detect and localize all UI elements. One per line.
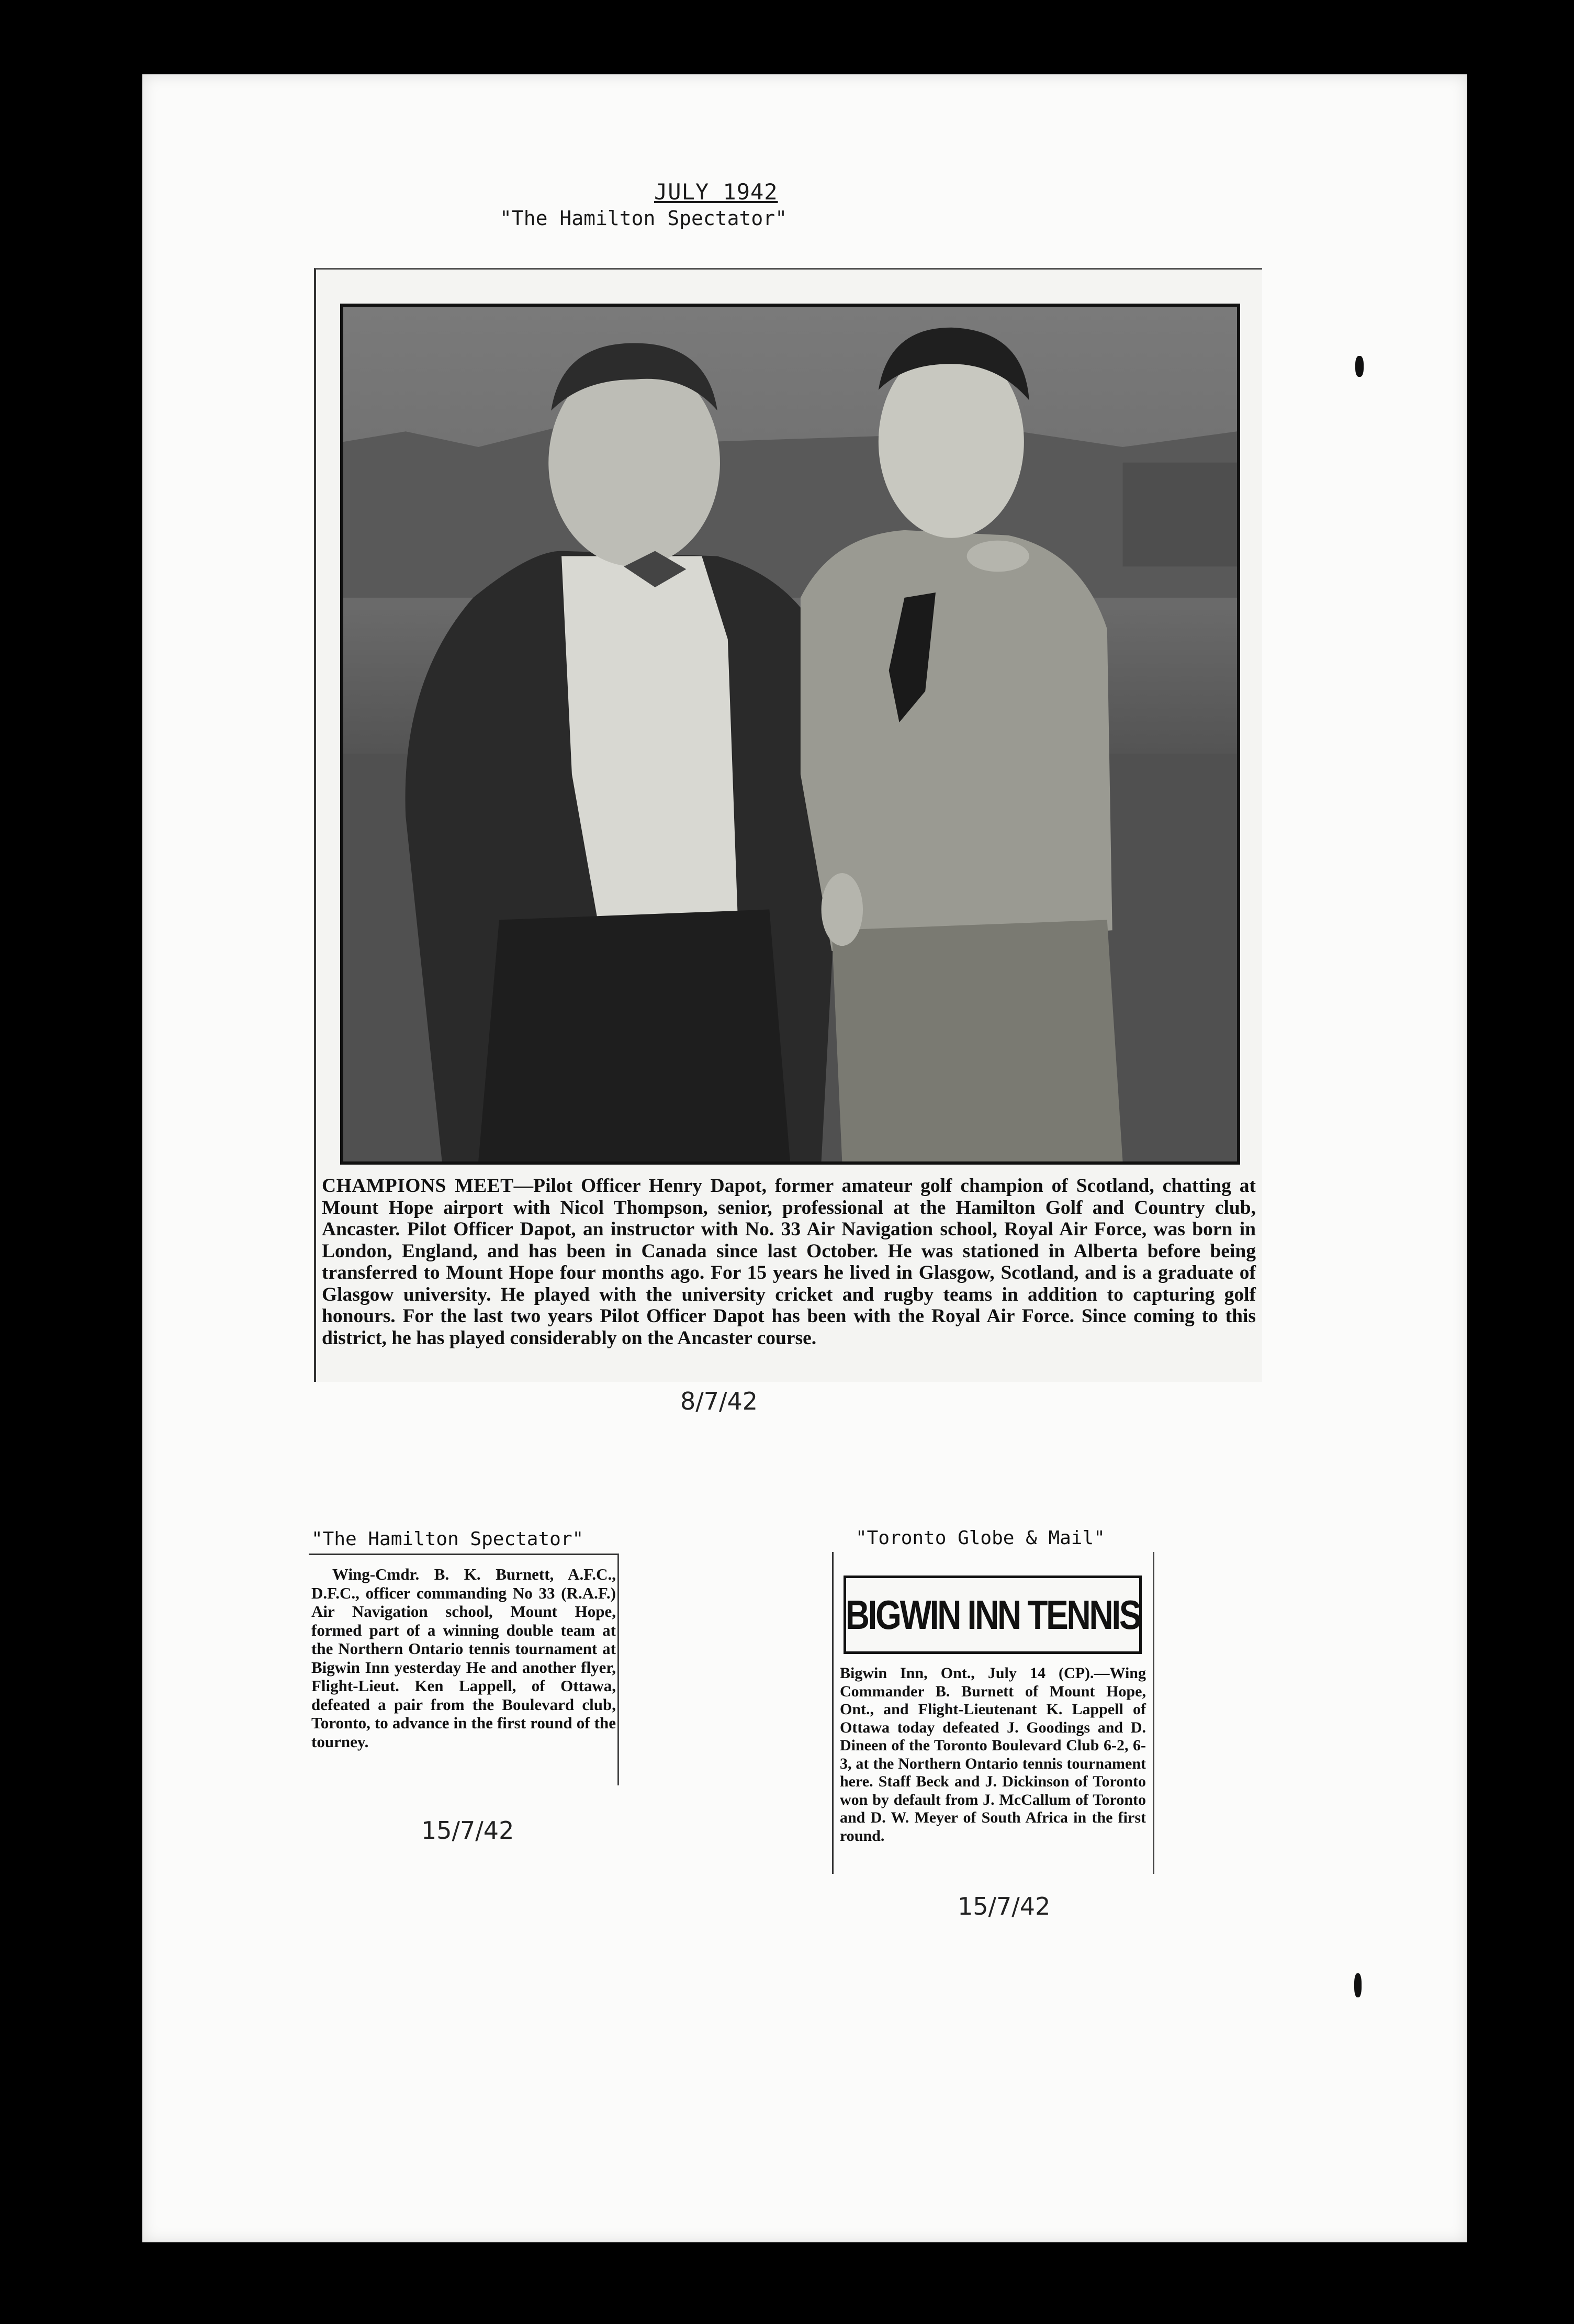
right-clipping-source: "Toronto Globe & Mail" <box>856 1527 1105 1549</box>
page-speck <box>1355 356 1364 377</box>
left-clipping-body: Wing-Cmdr. B. K. Burnett, A.F.C., D.F.C., officer commanding No 33 (R.A.F.) Air Navigation school, Mount Hope, formed part of a winning double team at the Northern Ontario tennis tournament at Bigwin Inn yesterday He and another flyer, Flight-Lieut. Ken Lappell, of Ottawa, defeated a pair from the Boulevard club, Toronto, to advance in the first round of the tourney. <box>311 1565 616 1751</box>
newspaper-name-header: "The Hamilton Spectator" <box>500 207 788 230</box>
right-clipping-headline: BIGWIN INN TENNIS <box>845 1591 1140 1638</box>
date-mark-right: 15/7/42 <box>958 1892 1051 1920</box>
right-clipping-dateline: Bigwin Inn, Ont., July 14 (CP). <box>840 1664 1094 1682</box>
clipping-date-header: JULY 1942 <box>654 179 778 205</box>
date-mark-top: 8/7/42 <box>680 1387 758 1415</box>
left-clipping-source: "The Hamilton Spectator" <box>311 1528 584 1550</box>
right-clipping-text: —Wing Commander B. Burnett of Mount Hope, Ont., and Flight-Lieutenant K. Lappell of Ottawa today defeated J. Goodings and D. Dineen of the Toronto Boulevard Club 6-2, 6-3, at the Northern Ontario tennis tournament here. Staff Beck and J. Dickinson of Toronto won by default from J. McCallum of Toronto and D. W. Meyer of South Africa in the first round. <box>840 1664 1146 1845</box>
photo-caption <box>322 1175 1256 1349</box>
photo-image <box>343 307 1237 1161</box>
right-clipping-body <box>840 1664 1146 1845</box>
page-speck <box>1354 1973 1362 1997</box>
caption-lead: CHAMPIONS MEET <box>322 1175 514 1197</box>
caption-body: —Pilot Officer Henry Dapot, former amateur golf champion of Scotland, chatting at Mount Hope airport with Nicol Thompson, senior, professional at the Hamilton Golf and Country club, Ancaster. Pilot Officer Dapot, an instructor with No. 33 Air Navigation school, Royal Air Force, was born in London, England, and has been in Canada since last October. He was stationed in Alberta before being transferred to Mount Hope four months ago. For 15 years he lived in Glasgow, Scotland, and is a graduate of Glasgow university. He played with the university cricket and rugby teams in addition to capturing golf honours. For the last two years Pilot Officer Dapot has been with the Royal Air Force. Since coming to this district, he has played considerably on the Ancaster course. <box>322 1175 1256 1349</box>
right-clipping-headline-box <box>844 1576 1142 1654</box>
champions-photo <box>340 304 1240 1165</box>
date-mark-left: 15/7/42 <box>421 1816 514 1845</box>
